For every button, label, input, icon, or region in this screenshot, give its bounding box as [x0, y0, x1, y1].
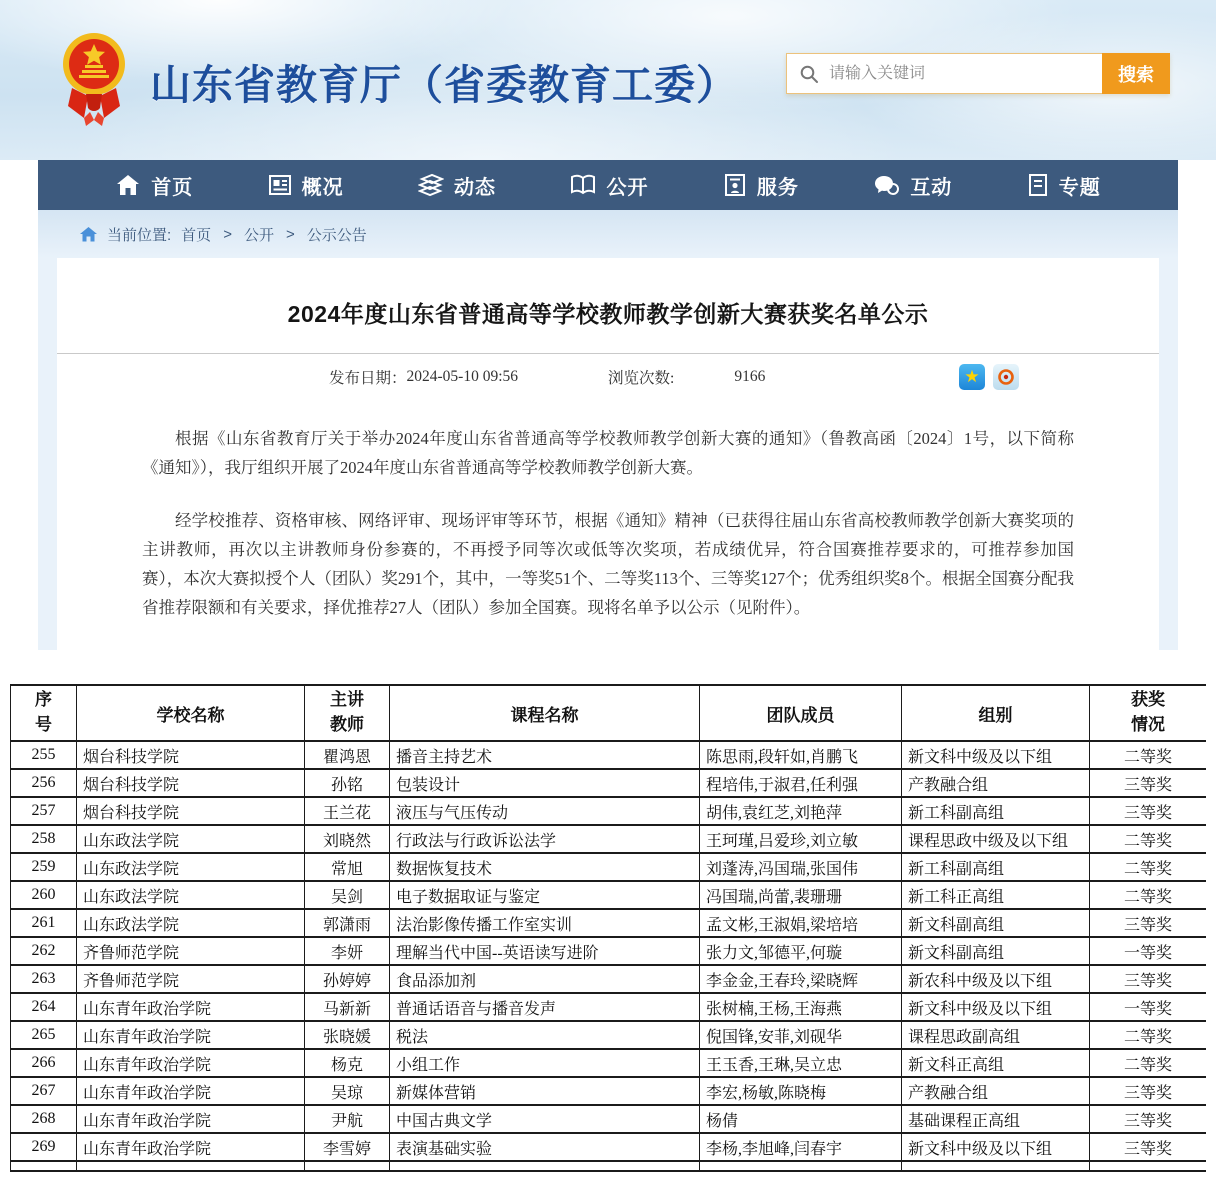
cell-teacher: 瞿鸿恩	[305, 741, 390, 769]
table-row	[11, 1133, 1207, 1161]
cell-award: 二等奖	[1090, 881, 1207, 909]
nav-item-open[interactable]: 公开	[570, 171, 648, 200]
cell-teacher: 李雪婷	[305, 1133, 390, 1161]
cell-no: 261	[11, 909, 77, 937]
search-button[interactable]: 搜索	[1102, 53, 1170, 94]
table-row	[11, 741, 1207, 769]
cell-school: 山东青年政治学院	[77, 1049, 305, 1077]
nav-item-services[interactable]: 服务	[723, 171, 799, 200]
cell-group: 新工科正高组	[902, 881, 1090, 909]
nav-item-topics[interactable]: 专题	[1027, 171, 1101, 200]
cell-teacher: 孙婷婷	[305, 965, 390, 993]
cell-award: 二等奖	[1090, 1049, 1207, 1077]
cell-no: 267	[11, 1077, 77, 1105]
table-row	[11, 937, 1207, 965]
article-card	[57, 258, 1159, 650]
cell-course: 新媒体营销	[390, 1077, 700, 1105]
views-value: 9166	[734, 368, 766, 385]
home-icon	[115, 173, 141, 197]
table-row	[11, 1077, 1207, 1105]
cell-teacher: 常旭	[305, 853, 390, 881]
cell-teacher: 李妍	[305, 937, 390, 965]
table-row	[11, 797, 1207, 825]
cell-group: 新文科中级及以下组	[902, 993, 1090, 1021]
table-row	[11, 825, 1207, 853]
article-paragraph: 经学校推荐、资格审核、网络评审、现场评审等环节，根据《通知》精神（已获得往届山东省高校教师教学创新大赛奖项的主讲教师，再次以主讲教师身份参赛的，不再授予同等次或低等次奖项，若成绩优异，符合国赛推荐要求的，可推荐参加国赛），本次大赛拟授个人（团队）奖291个，其中，一等奖51个、二等奖113个、三等奖127个；优秀组织奖8个。根据全国赛分配我省推荐限额和有关要求，择优推荐27人（团队）参加全国赛。现将名单予以公示（见附件）。	[142, 511, 1074, 617]
cell-course: 普通话语音与播音发声	[390, 993, 700, 1021]
cell-course: 液压与气压传动	[390, 797, 700, 825]
cell-no: 268	[11, 1105, 77, 1133]
cell-group: 新文科中级及以下组	[902, 1133, 1090, 1161]
publish-date-label: 发布日期：	[329, 370, 407, 387]
cell-no: 269	[11, 1133, 77, 1161]
search-box	[786, 53, 1170, 94]
breadcrumb-current: 公示公告	[306, 226, 367, 244]
cell-course: 数据恢复技术	[390, 853, 700, 881]
cell-no: 258	[11, 825, 77, 853]
cell-group: 新文科副高组	[902, 937, 1090, 965]
news-icon	[418, 173, 444, 197]
col-header-award: 获奖情况	[1090, 685, 1207, 741]
cell-teacher: 张晓媛	[305, 1021, 390, 1049]
cell-school: 烟台科技学院	[77, 769, 305, 797]
cell-award: 三等奖	[1090, 1105, 1207, 1133]
cell-no: 262	[11, 937, 77, 965]
cell-no: 264	[11, 993, 77, 1021]
cell-course: 小组工作	[390, 1049, 700, 1077]
article-title: 2024年度山东省普通高等学校教师教学创新大赛获奖名单公示	[287, 301, 929, 327]
table-row	[11, 993, 1207, 1021]
cell-team: 张树楠,王杨,王海燕	[700, 993, 902, 1021]
col-header-school: 学校名称	[77, 685, 305, 741]
awards-table-clip	[10, 684, 1206, 1198]
cell-team: 李金金,王春玲,梁晓辉	[700, 965, 902, 993]
cell-team: 冯国瑞,尚蕾,裴珊珊	[700, 881, 902, 909]
cell-award: 一等奖	[1090, 993, 1207, 1021]
table-row	[11, 1021, 1207, 1049]
cell-group: 基础课程正高组	[902, 1105, 1090, 1133]
publish-date-value: 2024-05-10 09:56	[406, 368, 519, 385]
table-row-partial	[11, 1161, 1207, 1171]
cell-course: 食品添加剂	[390, 965, 700, 993]
cell-course: 电子数据取证与鉴定	[390, 881, 700, 909]
col-header-course: 课程名称	[390, 685, 700, 741]
breadcrumb	[38, 210, 1178, 258]
views-label: 浏览次数:	[608, 370, 675, 387]
table-row	[11, 881, 1207, 909]
cell-teacher: 吴剑	[305, 881, 390, 909]
awards-table-section	[0, 650, 1216, 1198]
table-row	[11, 909, 1207, 937]
table-row	[11, 853, 1207, 881]
cell-no: 256	[11, 769, 77, 797]
cell-no: 263	[11, 965, 77, 993]
cell-no: 265	[11, 1021, 77, 1049]
cell-award: 二等奖	[1090, 1021, 1207, 1049]
breadcrumb-separator: >	[285, 225, 295, 243]
breadcrumb-link-home[interactable]: 首页	[181, 226, 212, 244]
cell-teacher: 马新新	[305, 993, 390, 1021]
cell-no: 259	[11, 853, 77, 881]
cell-course: 表演基础实验	[390, 1133, 700, 1161]
cell-school: 山东政法学院	[77, 853, 305, 881]
table-row	[11, 1049, 1207, 1077]
cell-school: 山东政法学院	[77, 881, 305, 909]
cell-group: 产教融合组	[902, 769, 1090, 797]
cell-team: 杨倩	[700, 1105, 902, 1133]
cell-teacher: 刘晓然	[305, 825, 390, 853]
cell-school: 山东青年政治学院	[77, 993, 305, 1021]
cell-award: 三等奖	[1090, 909, 1207, 937]
cell-team: 王珂瑾,吕爱珍,刘立敏	[700, 825, 902, 853]
cell-award: 二等奖	[1090, 853, 1207, 881]
cell-group: 新文科正高组	[902, 1049, 1090, 1077]
cell-course: 行政法与行政诉讼法学	[390, 825, 700, 853]
cell-school: 山东政法学院	[77, 909, 305, 937]
cell-school: 齐鲁师范学院	[77, 965, 305, 993]
main-nav	[38, 160, 1178, 210]
article-paragraph: 根据《山东省教育厅关于举办2024年度山东省普通高等学校教师教学创新大赛的通知》（鲁教高函〔2024〕1号，以下简称《通知》），我厅组织开展了2024年度山东省普通高等学校教师教学创新大赛。	[142, 429, 1074, 477]
open-book-icon	[570, 173, 596, 197]
cell-course: 播音主持艺术	[390, 741, 700, 769]
cell-award: 三等奖	[1090, 797, 1207, 825]
site-banner	[0, 0, 1216, 160]
cell-team: 程培伟,于淑君,任利强	[700, 769, 902, 797]
cell-award: 二等奖	[1090, 825, 1207, 853]
cell-no: 266	[11, 1049, 77, 1077]
breadcrumb-separator: >	[223, 225, 232, 243]
cell-group: 新文科中级及以下组	[902, 741, 1090, 769]
cell-group: 新工科副高组	[902, 853, 1090, 881]
cell-course: 中国古典文学	[390, 1105, 700, 1133]
cell-school: 齐鲁师范学院	[77, 937, 305, 965]
cell-team: 孟文彬,王淑娟,梁培培	[700, 909, 902, 937]
cell-teacher: 杨克	[305, 1049, 390, 1077]
cell-teacher: 郭潇雨	[305, 909, 390, 937]
site-title[interactable]: 山东省教育厅（省委教育工委）	[150, 62, 738, 108]
col-header-team: 团队成员	[700, 685, 902, 741]
cell-no: 255	[11, 741, 77, 769]
cell-team: 李杨,李旭峰,闫春宇	[700, 1133, 902, 1161]
cell-school: 烟台科技学院	[77, 741, 305, 769]
share-icons	[959, 364, 1019, 390]
cell-group: 课程思政中级及以下组	[902, 825, 1090, 853]
cell-course: 包装设计	[390, 769, 700, 797]
nav-item-overview[interactable]: 概况	[268, 171, 344, 200]
table-row	[11, 769, 1207, 797]
col-header-teacher: 主讲教师	[305, 685, 390, 741]
cell-team: 李宏,杨敏,陈晓梅	[700, 1077, 902, 1105]
search-icon	[799, 64, 819, 84]
cell-award: 一等奖	[1090, 937, 1207, 965]
cell-course: 理解当代中国--英语读写进阶	[390, 937, 700, 965]
cell-team: 张力文,邹德平,何璇	[700, 937, 902, 965]
cell-teacher: 吴琼	[305, 1077, 390, 1105]
cell-no: 260	[11, 881, 77, 909]
cell-school: 山东青年政治学院	[77, 1077, 305, 1105]
awards-table	[10, 684, 1206, 1172]
content-zone	[38, 258, 1178, 650]
cell-teacher: 孙铭	[305, 769, 390, 797]
cell-school: 山东政法学院	[77, 825, 305, 853]
topics-icon	[1027, 173, 1049, 197]
nav-item-interaction[interactable]: 互动	[873, 171, 952, 200]
breadcrumb-link-public[interactable]: 公开	[243, 226, 274, 244]
cell-team: 倪国锋,安菲,刘砚华	[700, 1021, 902, 1049]
cell-group: 课程思政副高组	[902, 1021, 1090, 1049]
breadcrumb-home-icon	[80, 227, 97, 242]
cell-award: 三等奖	[1090, 965, 1207, 993]
cell-team: 刘蓬涛,冯国瑞,张国伟	[700, 853, 902, 881]
cell-group: 产教融合组	[902, 1077, 1090, 1105]
overview-icon	[268, 173, 292, 197]
search-input[interactable]	[819, 54, 1102, 93]
article-meta	[57, 354, 1159, 400]
cell-school: 烟台科技学院	[77, 797, 305, 825]
cell-school: 山东青年政治学院	[77, 1021, 305, 1049]
cell-team: 陈思雨,段轩如,肖鹏飞	[700, 741, 902, 769]
qzone-share-icon[interactable]: ★	[959, 364, 985, 390]
article-body	[57, 424, 1159, 622]
interaction-icon	[873, 173, 900, 197]
national-emblem-logo[interactable]	[62, 30, 126, 130]
cell-course: 税法	[390, 1021, 700, 1049]
cell-award: 三等奖	[1090, 1133, 1207, 1161]
col-header-group: 组别	[902, 685, 1090, 741]
cell-group: 新工科副高组	[902, 797, 1090, 825]
cell-school: 山东青年政治学院	[77, 1133, 305, 1161]
cell-award: 三等奖	[1090, 1077, 1207, 1105]
nav-item-home[interactable]: 首页	[115, 171, 193, 200]
cell-group: 新文科副高组	[902, 909, 1090, 937]
cell-no: 257	[11, 797, 77, 825]
table-row	[11, 1105, 1207, 1133]
cell-award: 二等奖	[1090, 741, 1207, 769]
col-header-no: 序号	[11, 685, 77, 741]
cell-teacher: 尹航	[305, 1105, 390, 1133]
table-header-row	[11, 685, 1207, 741]
cell-teacher: 王兰花	[305, 797, 390, 825]
table-row	[11, 965, 1207, 993]
nav-item-news[interactable]: 动态	[418, 171, 496, 200]
cell-group: 新农科中级及以下组	[902, 965, 1090, 993]
cell-school: 山东青年政治学院	[77, 1105, 305, 1133]
cell-team: 胡伟,袁红芝,刘艳萍	[700, 797, 902, 825]
breadcrumb-label: 当前位置:	[107, 226, 172, 244]
cell-award: 三等奖	[1090, 769, 1207, 797]
weibo-share-icon[interactable]	[993, 364, 1019, 390]
cell-course: 法治影像传播工作室实训	[390, 909, 700, 937]
cell-team: 王玉香,王琳,吴立忠	[700, 1049, 902, 1077]
services-icon	[723, 173, 747, 197]
